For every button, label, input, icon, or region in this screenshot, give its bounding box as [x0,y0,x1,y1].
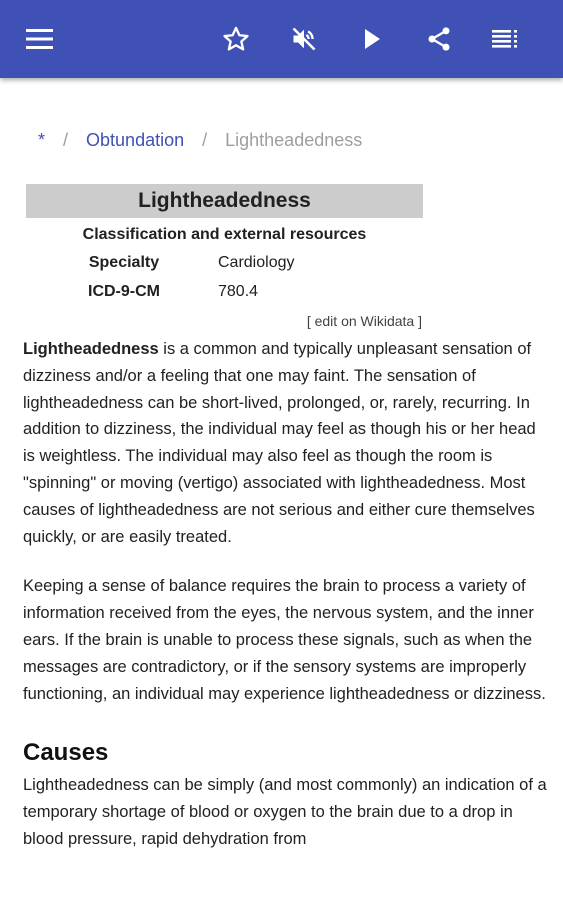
favorite-button[interactable] [216,19,256,59]
play-button[interactable] [352,19,392,59]
infobox-title: Lightheadedness [26,184,423,218]
breadcrumb-current: Lightheadedness [225,130,363,150]
app-toolbar [0,0,563,78]
article-paragraph [23,336,548,550]
article-paragraph: Lightheadedness can be simply (and most commonly) an indication of a temporary shortage of blood or oxygen to the brain due to a drop in blood pressure, rapid dehydration from [23,776,547,848]
table-of-contents-button[interactable] [486,19,526,59]
article-paragraph-text: is a common and typically unpleasant sensation of dizziness and/or a feeling that one may faint. The sensation of lightheadedness can be short-lived, prolonged, or, rarely, recurring. In addition to dizziness, the individual may feel as though his or her head is weightless. The individual may also feel as though the room is "spinning" or moving (vertigo) associated with lightheadedness. Most causes of lightheadedness are not serious and either cure themselves quickly, or are easily treated. [23,340,536,546]
breadcrumb-parent-link[interactable]: Obtundation [86,130,185,150]
infobox-key: Specialty [88,254,160,271]
star-icon [222,25,250,53]
toc-icon [492,29,520,49]
infobox [26,184,423,330]
infobox-key: ICD-9-CM [88,283,160,300]
edit-on-wikidata-link[interactable]: [ edit on Wikidata ] [306,313,422,329]
infobox-value[interactable]: Cardiology [218,254,295,271]
infobox-row-icd9 [26,277,423,306]
share-button[interactable] [419,19,459,59]
infobox-value[interactable]: 780.4 [218,283,259,300]
breadcrumb-separator: / [202,130,208,150]
infobox-subtitle: Classification and external resources [82,226,367,243]
menu-button[interactable] [20,19,60,59]
play-icon [361,27,383,51]
breadcrumb-home-link[interactable]: * [38,130,46,150]
menu-icon [26,28,54,50]
volume-off-icon [289,25,319,53]
mute-button[interactable] [284,19,324,59]
infobox-row-specialty [26,248,423,277]
share-icon [425,25,453,53]
breadcrumb [38,128,362,152]
article-content [23,336,548,853]
breadcrumb-separator: / [63,130,69,150]
section-heading-causes: Causes [23,739,109,767]
article-paragraph: Keeping a sense of balance requires the brain to process a variety of information received from the eyes, the nervous system, and the inner ears. If the brain is unable to process these signals, such as when the messages are contradictory, or if the sensory systems are improperly functioning, an individual may experience lightheadedness or dizziness. [23,577,546,703]
article-term: Lightheadedness [23,340,159,358]
